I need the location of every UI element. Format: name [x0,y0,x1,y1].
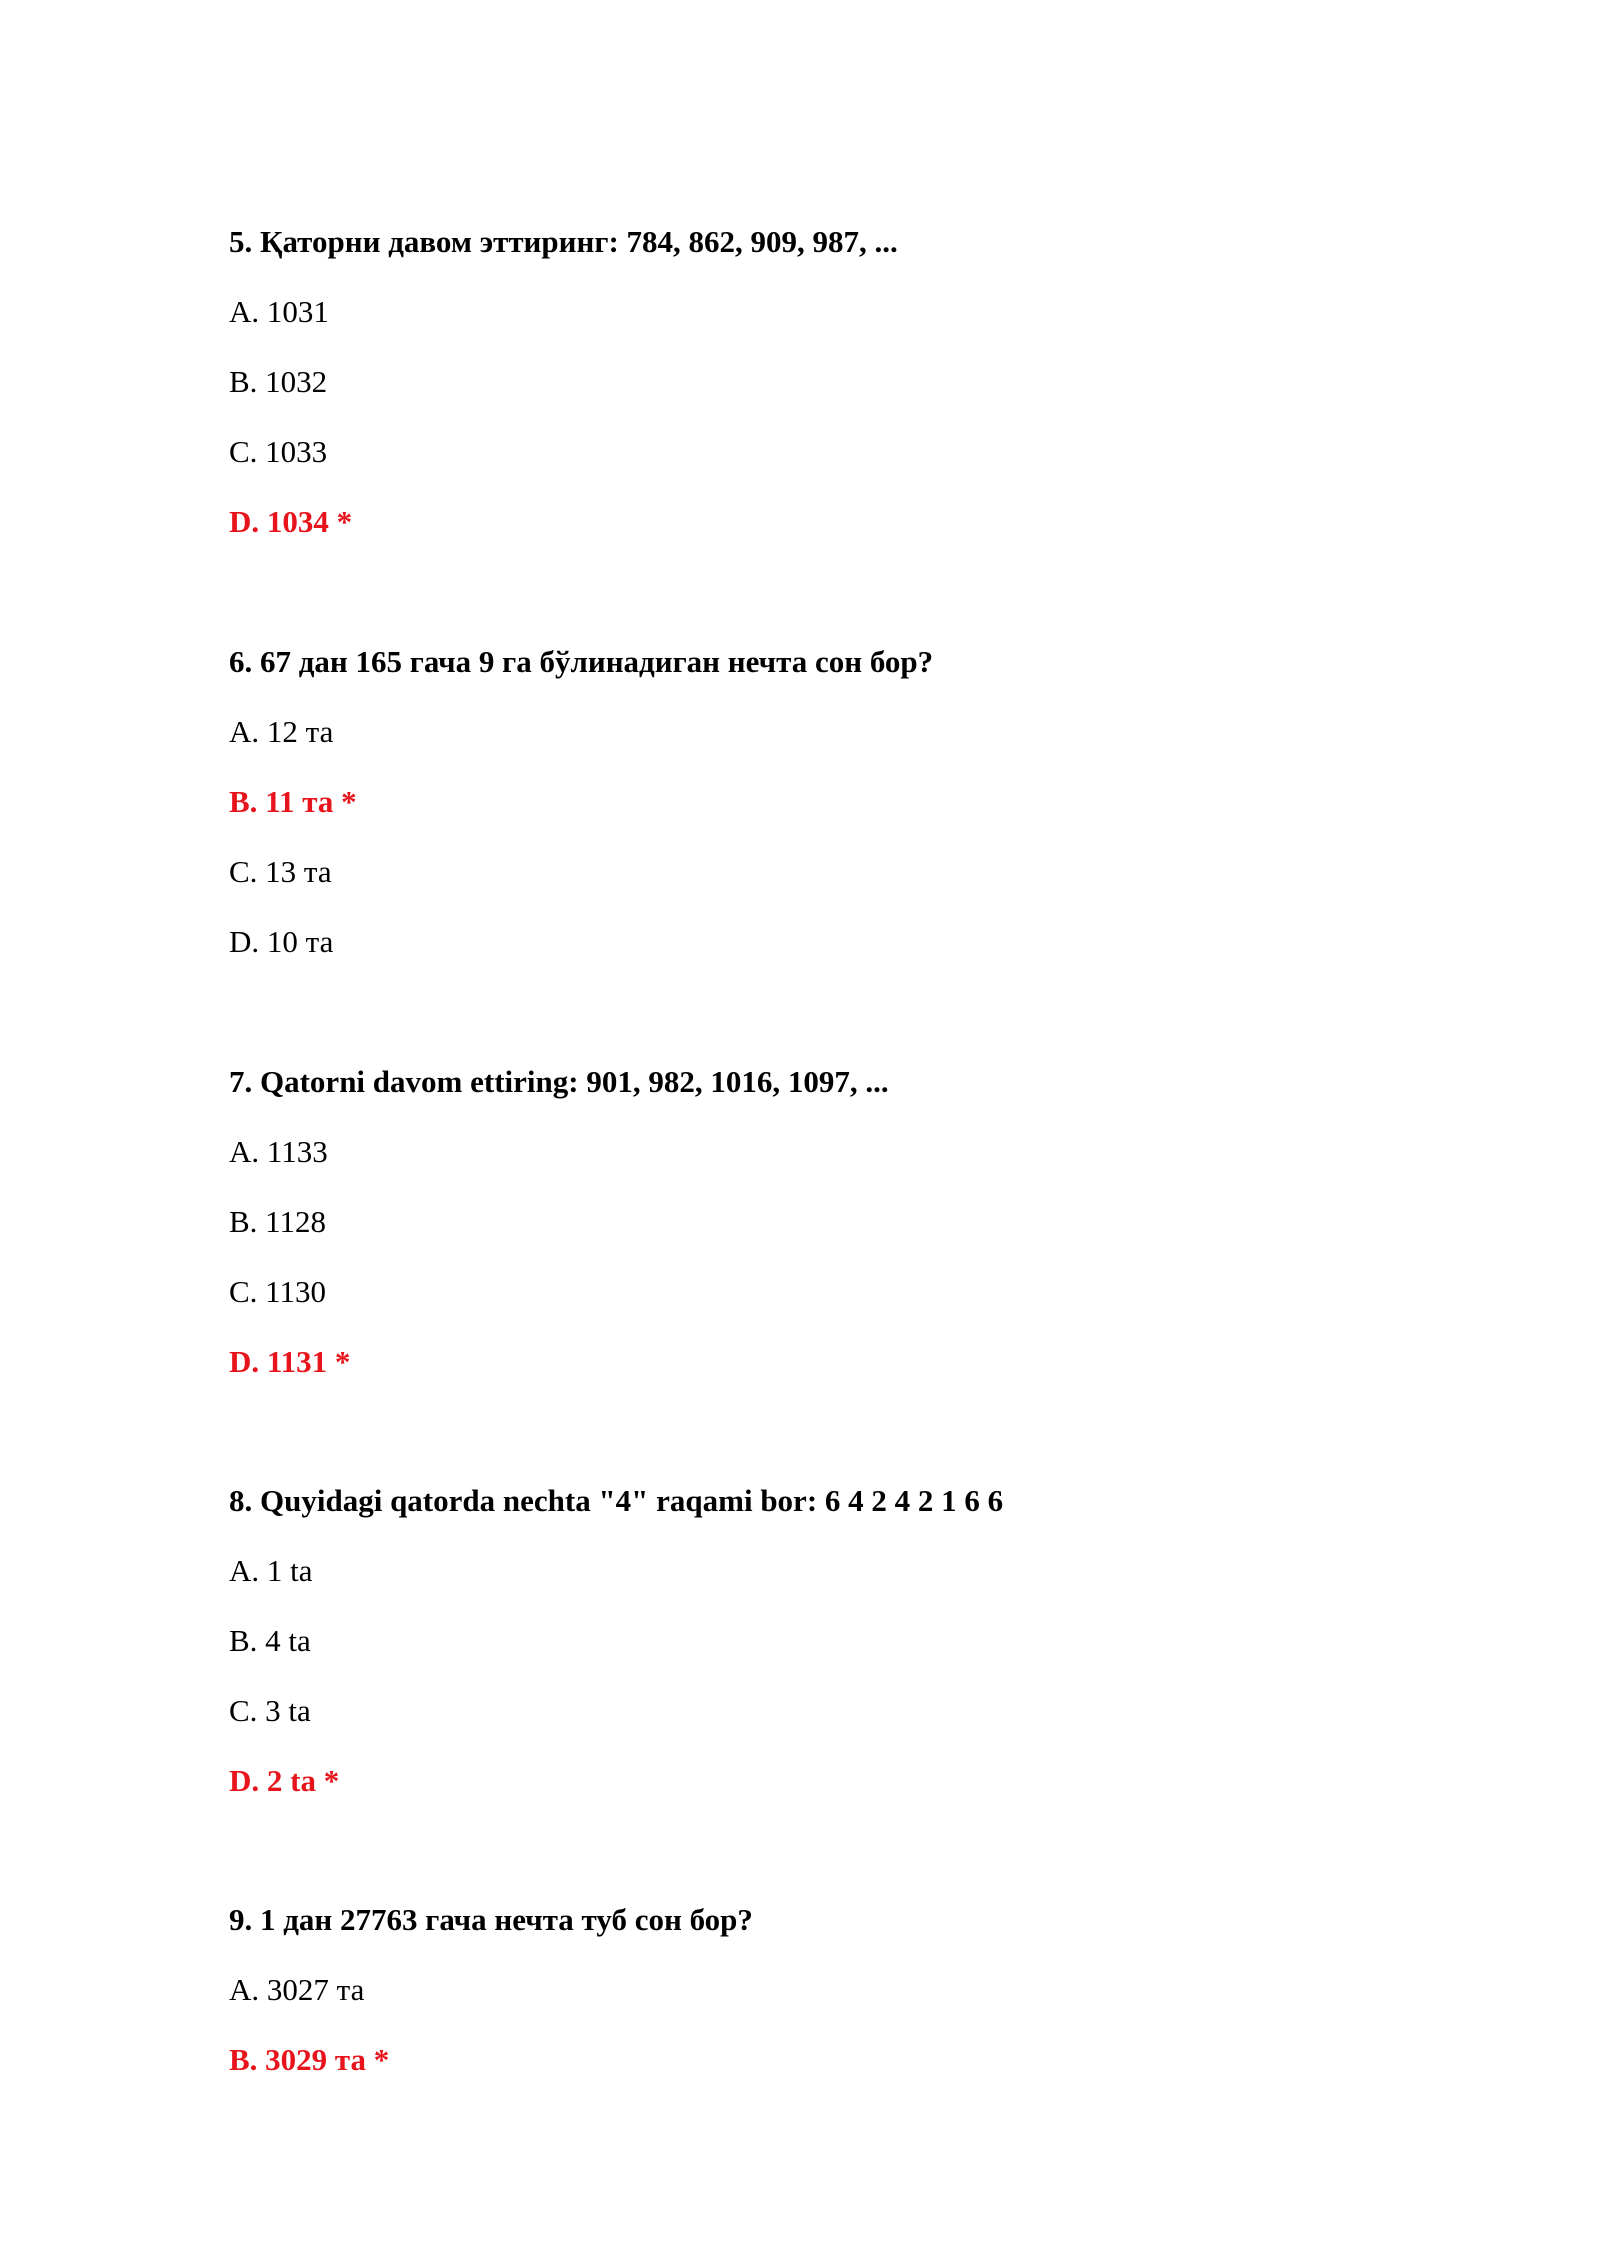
option-a: A. 1 ta [229,1553,313,1588]
question-5 [229,222,1429,572]
option-a: A. 1031 [229,294,329,329]
option-c: C. 3 ta [229,1693,311,1728]
option-b: B. 4 ta [229,1623,311,1658]
question-text: 7. Qatorni davom ettiring: 901, 982, 1016, 1097, ... [229,1064,889,1099]
option-d-correct: D. 1034 * [229,504,353,539]
option-d: D. 10 та [229,924,334,959]
option-b-correct: B. 11 та * [229,784,357,819]
option-c: C. 1130 [229,1274,327,1309]
question-8 [229,1481,1429,1831]
option-c: C. 1033 [229,434,328,469]
option-b: B. 1128 [229,1204,327,1239]
option-a: A. 3027 та [229,1972,365,2007]
question-text: 8. Quyidagi qatorda nechta "4" raqami bor: 6 4 2 4 2 1 6 6 [229,1483,1004,1518]
question-7 [229,1062,1429,1412]
question-9 [229,1900,1429,2110]
question-text: 6. 67 дан 165 гача 9 га бўлинадиган нечта сон бор? [229,644,934,679]
option-b: B. 1032 [229,364,328,399]
question-text: 9. 1 дан 27763 гача нечта туб сон бор? [229,1902,753,1937]
option-a: A. 12 та [229,714,334,749]
question-6 [229,642,1429,992]
option-c: C. 13 та [229,854,332,889]
question-text: 5. Қаторни давом эттиринг: 784, 862, 909, 987, ... [229,224,898,259]
option-d-correct: D. 1131 * [229,1344,351,1379]
option-d-correct: D. 2 ta * [229,1763,340,1798]
option-b-correct: B. 3029 та * [229,2042,390,2077]
option-a: A. 1133 [229,1134,328,1169]
